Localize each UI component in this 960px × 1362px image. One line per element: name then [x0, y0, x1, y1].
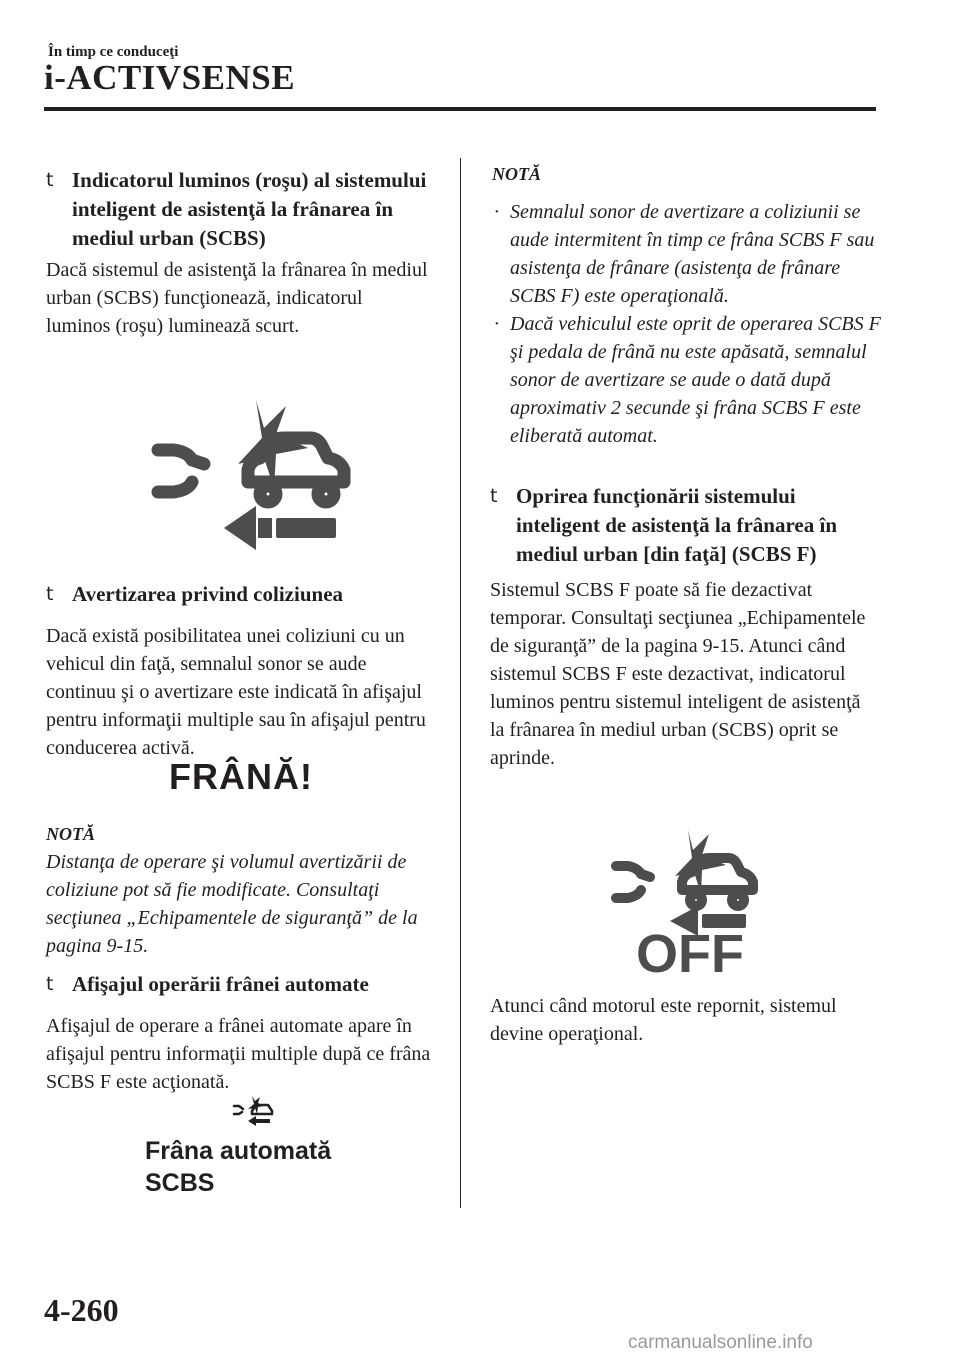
- note-title: NOTĂ: [46, 824, 95, 844]
- section-bullet: t: [46, 973, 54, 995]
- section-bullet: t: [490, 485, 498, 507]
- scbs-indicator-text: Dacă sistemul de asistenţă la frânarea în mediul urban (SCBS) funcţionează, indicatorul luminos (roşu) luminează scurt.: [46, 259, 428, 337]
- note-list: [492, 198, 884, 450]
- heading-auto-brake-display: t Afişajul operării frânei automate: [72, 970, 432, 999]
- off-label: OFF: [636, 924, 744, 978]
- restart-text: Atunci când motorul este repornit, sistemul devine operaţional.: [490, 995, 837, 1045]
- collision-warning-text: Dacă există posibilitatea unei coliziuni cu un vehicul din faţă, semnalul sonor se aude continuu şi o avertizare este indicată în afişajul pentru informaţii multiple sau în afişajul pentru conducerea activă.: [46, 625, 426, 759]
- heading-disable-scbs: t Oprirea funcţionării sistemului inteligent de asistenţă la frânarea în mediul urban [din faţă] (SCBS F): [490, 484, 838, 566]
- page-number: 4-260: [44, 1292, 119, 1328]
- disable-scbs-text: Sistemul SCBS F poate să fie dezactivat temporar. Consultaţi secţiunea „Echipamentele de siguranţă” de la pagina 9-15. Atunci când sistemul SCBS F este dezactivat, indicatorul luminos pentru sistemul inteligent de asistenţă la frânarea în mediul urban (SCBS) oprit se aprinde.: [490, 579, 866, 769]
- note-title-right: NOTĂ: [492, 164, 541, 184]
- auto-brake-display-line1: Frâna automată: [145, 1137, 332, 1165]
- heading-scbs-indicator: t Indicatorul luminos (roşu) al sistemului inteligent de asistenţă la frânarea în mediul urban (SCBS): [46, 168, 427, 250]
- note-item-1: · Semnalul sonor de avertizare a coliziunii se aude intermitent în timp ce frâna SCBS F sau asistenţa de frânare (asistenţa de frânare SCBS F) este operaţională.: [492, 198, 884, 310]
- header-rule: [44, 107, 876, 111]
- scbs-small-icon: [232, 1096, 278, 1126]
- chapter-title: i-ACTIVSENSE: [44, 58, 296, 97]
- note-item-2: · Dacă vehiculul este oprit de operarea SCBS F şi pedala de frână nu este apăsată, semnalul sonor de avertizare se aude o dată după aproximativ 2 secunde şi frâna SCBS F este eliberată automat.: [492, 310, 884, 450]
- section-bullet: t: [46, 169, 54, 191]
- watermark: carmanualsonline.info: [628, 1332, 813, 1353]
- auto-brake-display-text: Afişajul de operare a frânei automate apare în afişajul pentru informaţii multiple după ce frâna SCBS F este acţionată.: [46, 1015, 431, 1093]
- heading-collision-warning: t Avertizarea privind coliziunea: [72, 580, 432, 609]
- note-dot: ·: [494, 313, 499, 335]
- section-bullet: t: [46, 583, 54, 605]
- scbs-off-icon: [610, 828, 770, 978]
- note-text: Distanţa de operare şi volumul avertizării de coliziune pot să fie modificate. Consultaţi secţiunea „Echipamentele de siguranţă” de la pagina 9-15.: [46, 851, 418, 957]
- brake-warning-display: FRÂNĂ!: [169, 756, 313, 797]
- section-label: În timp ce conduceţi: [48, 44, 179, 60]
- note-dot: ·: [494, 201, 499, 223]
- column-divider: [460, 158, 461, 1208]
- scbs-collision-warning-icon: [148, 398, 370, 554]
- auto-brake-display-line2: SCBS: [145, 1169, 215, 1197]
